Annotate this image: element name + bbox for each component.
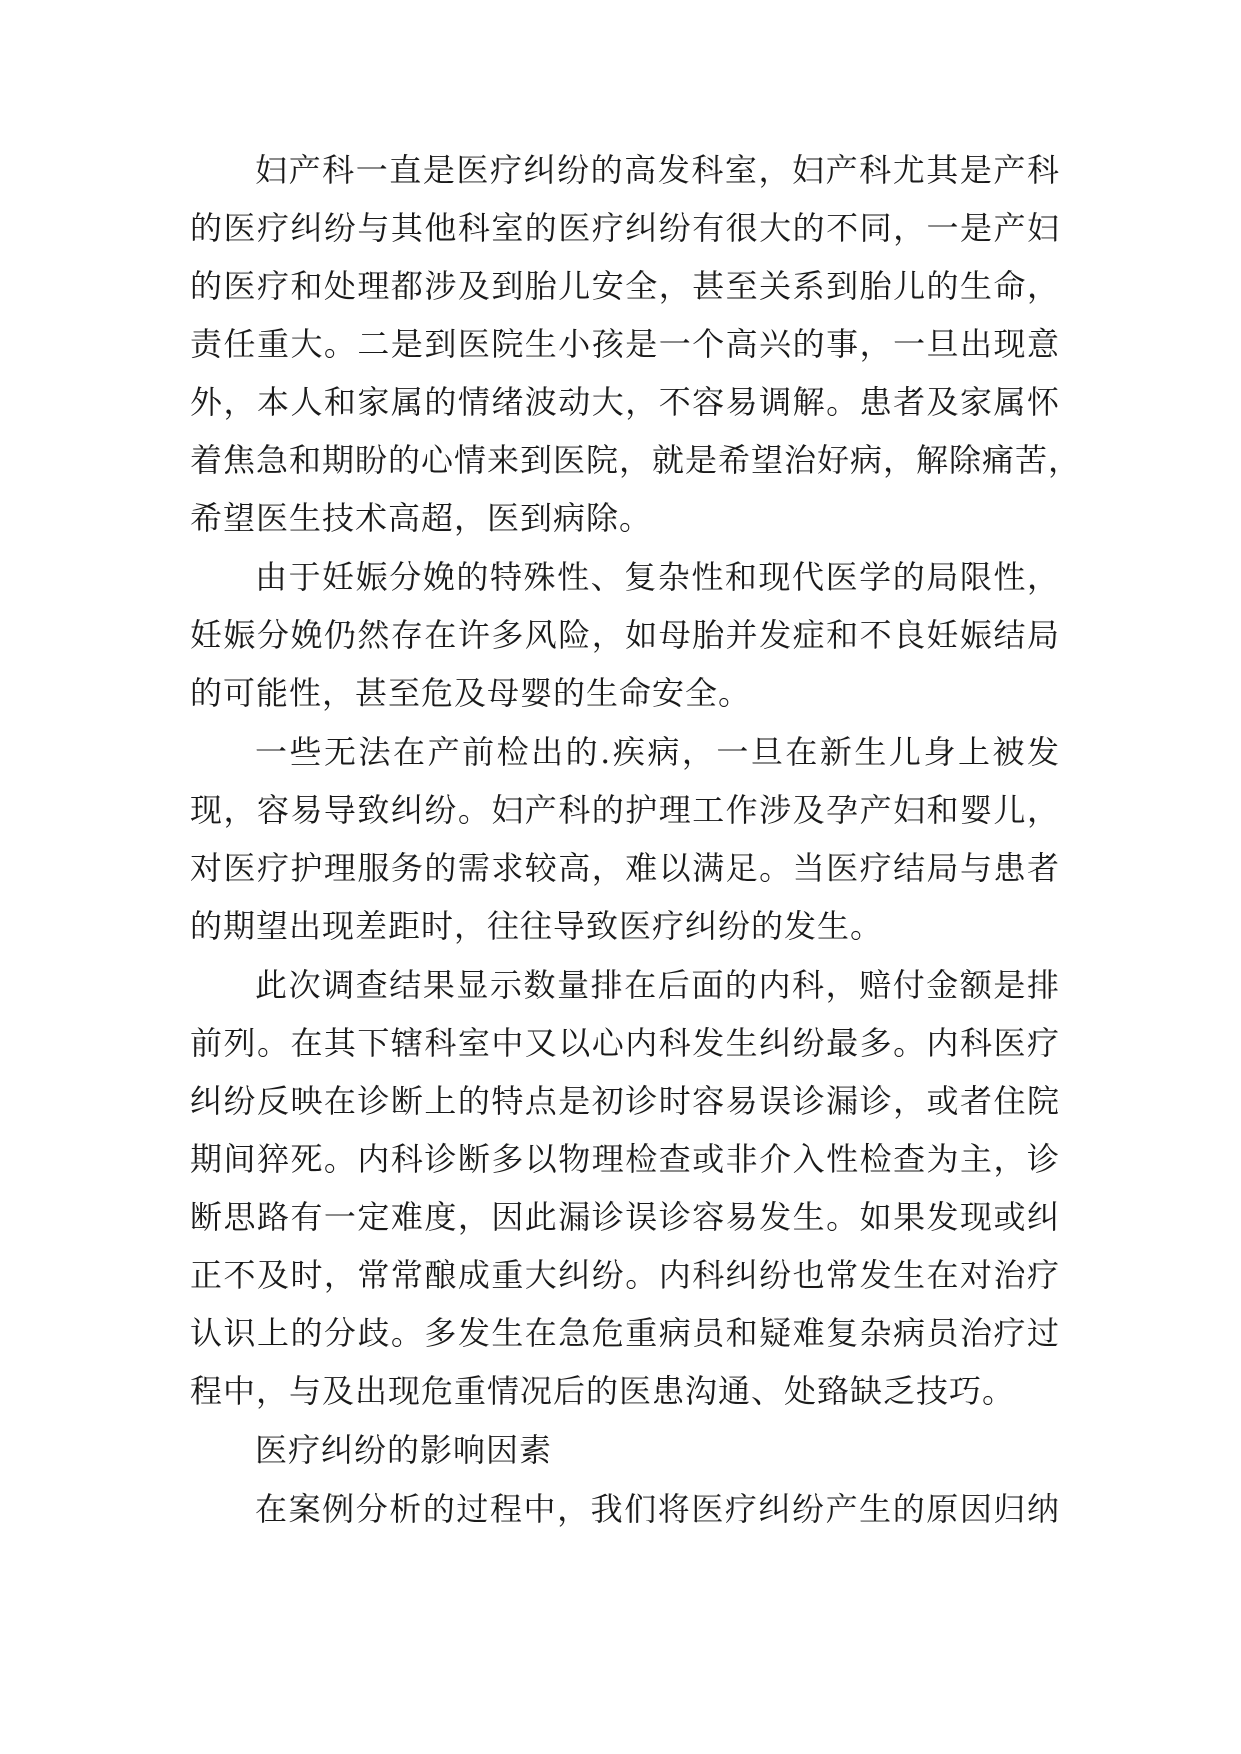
text-line: 妊娠分娩仍然存在许多风险，如母胎并发症和不良妊娠结局 — [190, 616, 1060, 654]
text-line: 责任重大。二是到医院生小孩是一个高兴的事，一旦出现意 — [190, 325, 1060, 363]
section-heading: 医疗纠纷的影响因素 — [255, 1431, 553, 1469]
text-line: 在案例分析的过程中，我们将医疗纠纷产生的原因归纳 — [255, 1490, 1060, 1528]
text-line: 认识上的分歧。多发生在急危重病员和疑难复杂病员治疗过 — [190, 1314, 1060, 1352]
text-line: 对医疗护理服务的需求较高，难以满足。当医疗结局与患者 — [190, 849, 1060, 887]
text-line: 一些无法在产前检出的.疾病，一旦在新生儿身上被发 — [255, 733, 1060, 771]
text-line: 纠纷反映在诊断上的特点是初诊时容易误诊漏诊，或者住院 — [190, 1082, 1060, 1120]
text-line: 着焦急和期盼的心情来到医院，就是希望治好病，解除痛苦， — [190, 441, 1082, 479]
text-line: 前列。在其下辖科室中又以心内科发生纠纷最多。内科医疗 — [190, 1024, 1060, 1062]
text-line: 外，本人和家属的情绪波动大，不容易调解。患者及家属怀 — [190, 383, 1060, 421]
text-line: 妇产科一直是医疗纠纷的高发科室，妇产科尤其是产科 — [255, 151, 1060, 189]
text-line: 期间猝死。内科诊断多以物理检查或非介入性检查为主，诊 — [190, 1140, 1060, 1178]
text-line: 现，容易导致纠纷。妇产科的护理工作涉及孕产妇和婴儿， — [190, 791, 1060, 829]
text-line: 由于妊娠分娩的特殊性、复杂性和现代医学的局限性， — [255, 558, 1060, 596]
text-line: 的医疗和处理都涉及到胎儿安全，甚至关系到胎儿的生命， — [190, 267, 1060, 305]
text-line: 的可能性，甚至危及母婴的生命安全。 — [190, 674, 752, 712]
text-line: 正不及时，常常酿成重大纠纷。内科纠纷也常发生在对治疗 — [190, 1256, 1060, 1294]
text-line: 的医疗纠纷与其他科室的医疗纠纷有很大的不同，一是产妇 — [190, 209, 1060, 247]
text-line: 的期望出现差距时，往往导致医疗纠纷的发生。 — [190, 907, 884, 945]
text-line: 断思路有一定难度，因此漏诊误诊容易发生。如果发现或纠 — [190, 1198, 1060, 1236]
text-line: 程中，与及出现危重情况后的医患沟通、处臵缺乏技巧。 — [190, 1372, 1016, 1410]
text-line: 此次调查结果显示数量排在后面的内科，赔付金额是排 — [255, 966, 1060, 1004]
text-line: 希望医生技术高超，医到病除。 — [190, 499, 653, 537]
